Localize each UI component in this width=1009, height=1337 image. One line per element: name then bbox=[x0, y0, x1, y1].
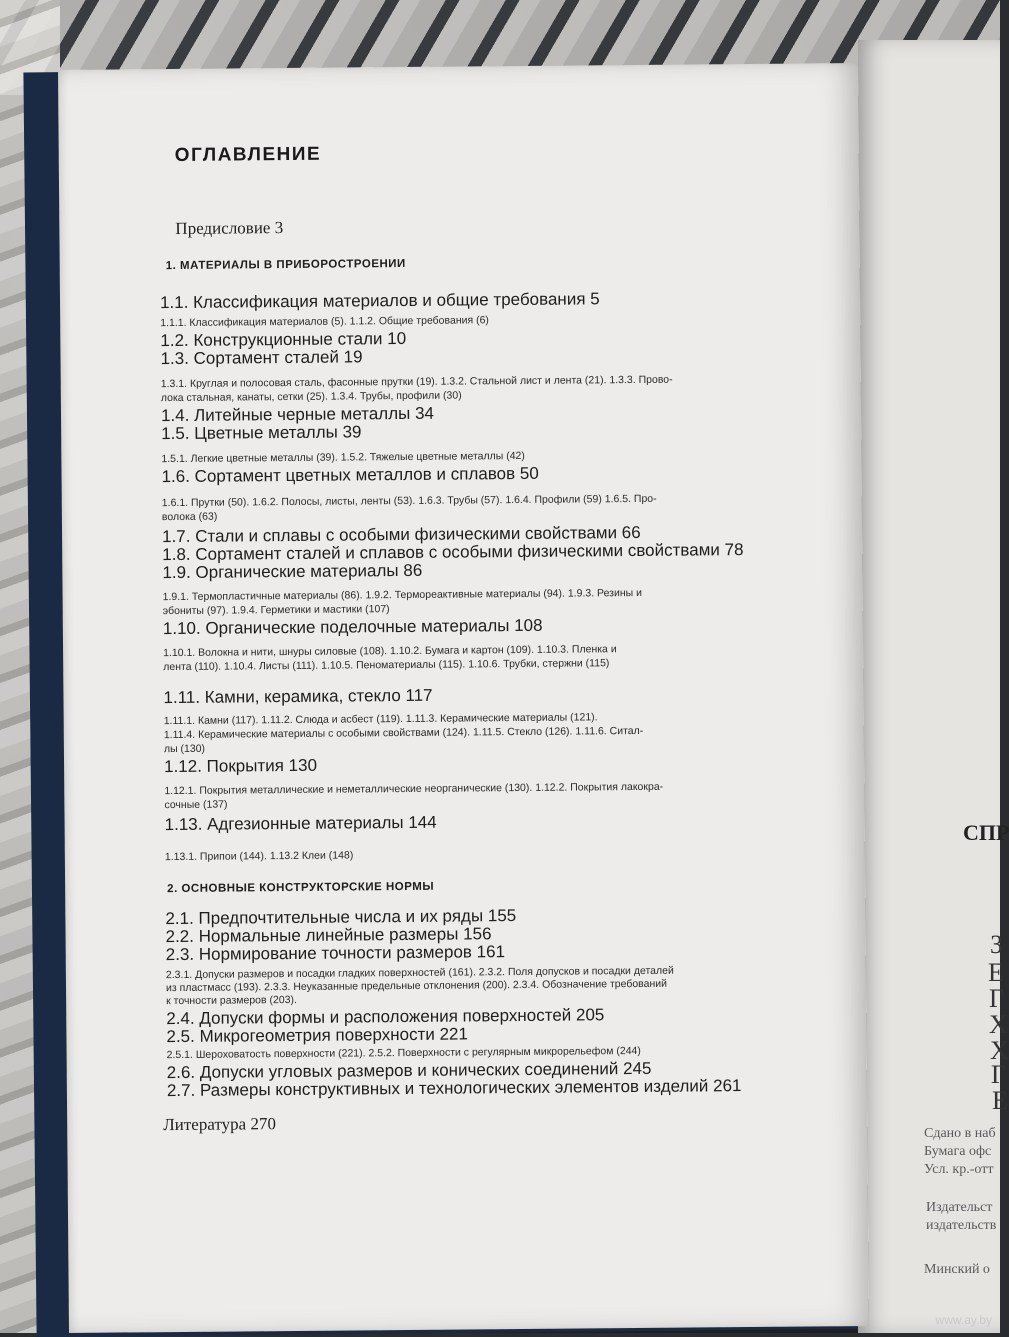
toc-subsection: эбониты (97). 1.9.4. Герметики и мастики (107) bbox=[162, 603, 390, 618]
right-page-glyph: Г bbox=[991, 1060, 1007, 1089]
toc-section: 1.5. Цветные металлы 39 bbox=[161, 422, 362, 444]
toc-subsection: сочные (137) bbox=[164, 798, 228, 812]
toc-section: 1.13. Адгезионные материалы 144 bbox=[164, 812, 437, 835]
page-title: ОГЛАВЛЕНИЕ bbox=[174, 143, 322, 166]
right-page-glyph: З bbox=[990, 930, 1004, 959]
toc-subsection: 1.6.1. Прутки (50). 1.6.2. Полосы, листы, ленты (53). 1.6.3. Трубы (57). 1.6.4. Профили (59) 1.6.5. Про- bbox=[161, 492, 657, 510]
imprint-line: Бумага офс bbox=[924, 1144, 992, 1159]
right-page-glyph: Х bbox=[989, 1010, 1008, 1039]
toc-section: 2.1. Предпочтительные числа и их ряды 155 bbox=[165, 906, 517, 929]
toc-section: 1.10. Органические поделочные материалы 108 bbox=[162, 615, 543, 639]
toc-section: 1.11. Камни, керамика, стекло 117 bbox=[163, 685, 433, 708]
toc-subsection: 1.13.1. Припои (144). 1.13.2 Клеи (148) bbox=[164, 849, 354, 864]
toc-section: 1.7. Стали и сплавы с особыми физическими свойствами 66 bbox=[161, 522, 641, 547]
toc-subsection: лента (110). 1.10.4. Листы (111). 1.10.5. Пеноматериалы (115). 1.10.6. Трубки, стержни (115) bbox=[163, 657, 610, 674]
toc-subsection: волока (63) bbox=[161, 510, 218, 524]
part-heading: 1. МАТЕРИАЛЫ В ПРИБОРОСТРОЕНИИ bbox=[165, 257, 406, 273]
imprint-line: Минский о bbox=[924, 1262, 990, 1277]
toc-subsection: 1.3.1. Круглая и полосовая сталь, фасонные прутки (19). 1.3.2. Стальной лист и лента (21). 1.3.3. Прово- bbox=[160, 373, 673, 391]
toc-section: 1.9. Органические материалы 86 bbox=[162, 560, 423, 583]
right-page-glyph: Е bbox=[988, 958, 1004, 987]
right-page-glyph: Е bbox=[992, 1086, 1008, 1115]
watermark: www.ay.by bbox=[935, 1313, 992, 1327]
toc-subsection: 1.11.4. Керамические материалы с особыми свойствами (124). 1.11.5. Стекло (126). 1.11.6. Ситал- bbox=[163, 724, 644, 742]
right-page-glyph: Х bbox=[990, 1036, 1009, 1065]
toc-section: 2.5. Микрогеометрия поверхности 221 bbox=[166, 1024, 469, 1047]
toc-subsection: 1.5.1. Легкие цветные металлы (39). 1.5.2. Тяжелые цветные металлы (42) bbox=[161, 449, 525, 466]
part-heading: 2. ОСНОВНЫЕ КОНСТРУКТОРСКИЕ НОРМЫ bbox=[167, 880, 435, 896]
toc-section: 1.1. Классификация материалов и общие требования 5 bbox=[159, 289, 600, 313]
foreword: Предисловие 3 bbox=[175, 218, 284, 238]
toc-subsection: 1.10.1. Волокна и нити, шнуры силовые (108). 1.10.2. Бумага и картон (109). 1.10.3. Пленка и bbox=[163, 643, 617, 660]
imprint-line: Усл. кр.-отт bbox=[924, 1162, 994, 1177]
toc-section: 1.2. Конструкционные стали 10 bbox=[160, 328, 407, 351]
toc-section: 1.12. Покрытия 130 bbox=[164, 755, 318, 777]
literature: Литература 270 bbox=[163, 1114, 277, 1135]
toc-section: 2.6. Допуски угловых размеров и конических соединений 245 bbox=[166, 1058, 652, 1083]
toc-subsection: 1.11.1. Камни (117). 1.11.2. Слюда и асбест (119). 1.11.3. Керамические материалы (121). bbox=[163, 711, 598, 728]
toc-subsection: из пластмасс (193). 2.3.3. Неуказанные предельные отклонения (200). 2.3.4. Обозначение требований bbox=[165, 977, 668, 995]
right-page bbox=[858, 40, 1009, 1333]
toc-section: 2.3. Нормирование точности размеров 161 bbox=[165, 942, 506, 965]
toc-subsection: 2.3.1. Допуски размеров и посадки гладких поверхностей (161). 2.3.2. Поля допусков и посадки деталей bbox=[165, 964, 674, 982]
toc-subsection: 1.12.1. Покрытия металлические и неметаллические неорганические (130). 1.12.2. Покрытия лакокра- bbox=[164, 780, 664, 798]
toc-subsection: лы (130) bbox=[163, 742, 206, 756]
imprint-line: издательств bbox=[926, 1218, 997, 1233]
toc-section: 2.4. Допуски формы и расположения поверхностей 205 bbox=[166, 1005, 605, 1029]
toc-subsection: 1.1.1. Классификация материалов (5). 1.1.2. Общие требования (6) bbox=[160, 314, 489, 330]
toc-section: 1.3. Сортамент сталей 19 bbox=[160, 347, 363, 369]
imprint-line: Сдано в наб bbox=[924, 1126, 996, 1141]
toc-subsection: 1.9.1. Термопластичные материалы (86). 1.9.2. Термореактивные материалы (94). 1.9.3. Резины и bbox=[162, 586, 643, 604]
right-page-glyph: Г bbox=[989, 984, 1005, 1013]
toc-subsection: к точности размеров (203). bbox=[166, 993, 297, 1008]
toc-section: 2.7. Размеры конструктивных и технологических элементов изделий 261 bbox=[166, 1076, 742, 1101]
toc-section: 1.8. Сортамент сталей и сплавов с особыми физическими свойствами 78 bbox=[162, 540, 744, 565]
imprint-line: Издательст bbox=[926, 1200, 993, 1215]
right-page-heading: СПР bbox=[963, 820, 1009, 845]
toc-subsection: лока стальная, канаты, сетки (25). 1.3.4. Трубы, профили (30) bbox=[160, 389, 462, 405]
toc-section: 2.2. Нормальные линейные размеры 156 bbox=[165, 924, 492, 947]
left-page bbox=[58, 63, 869, 1333]
toc-section: 1.4. Литейные черные металлы 34 bbox=[160, 403, 435, 426]
toc-subsection: 2.5.1. Шероховатость поверхности (221). 2.5.2. Поверхности с регулярным микрорельефом (244) bbox=[166, 1044, 641, 1062]
toc-section: 1.6. Сортамент цветных металлов и сплавов 50 bbox=[161, 463, 539, 487]
